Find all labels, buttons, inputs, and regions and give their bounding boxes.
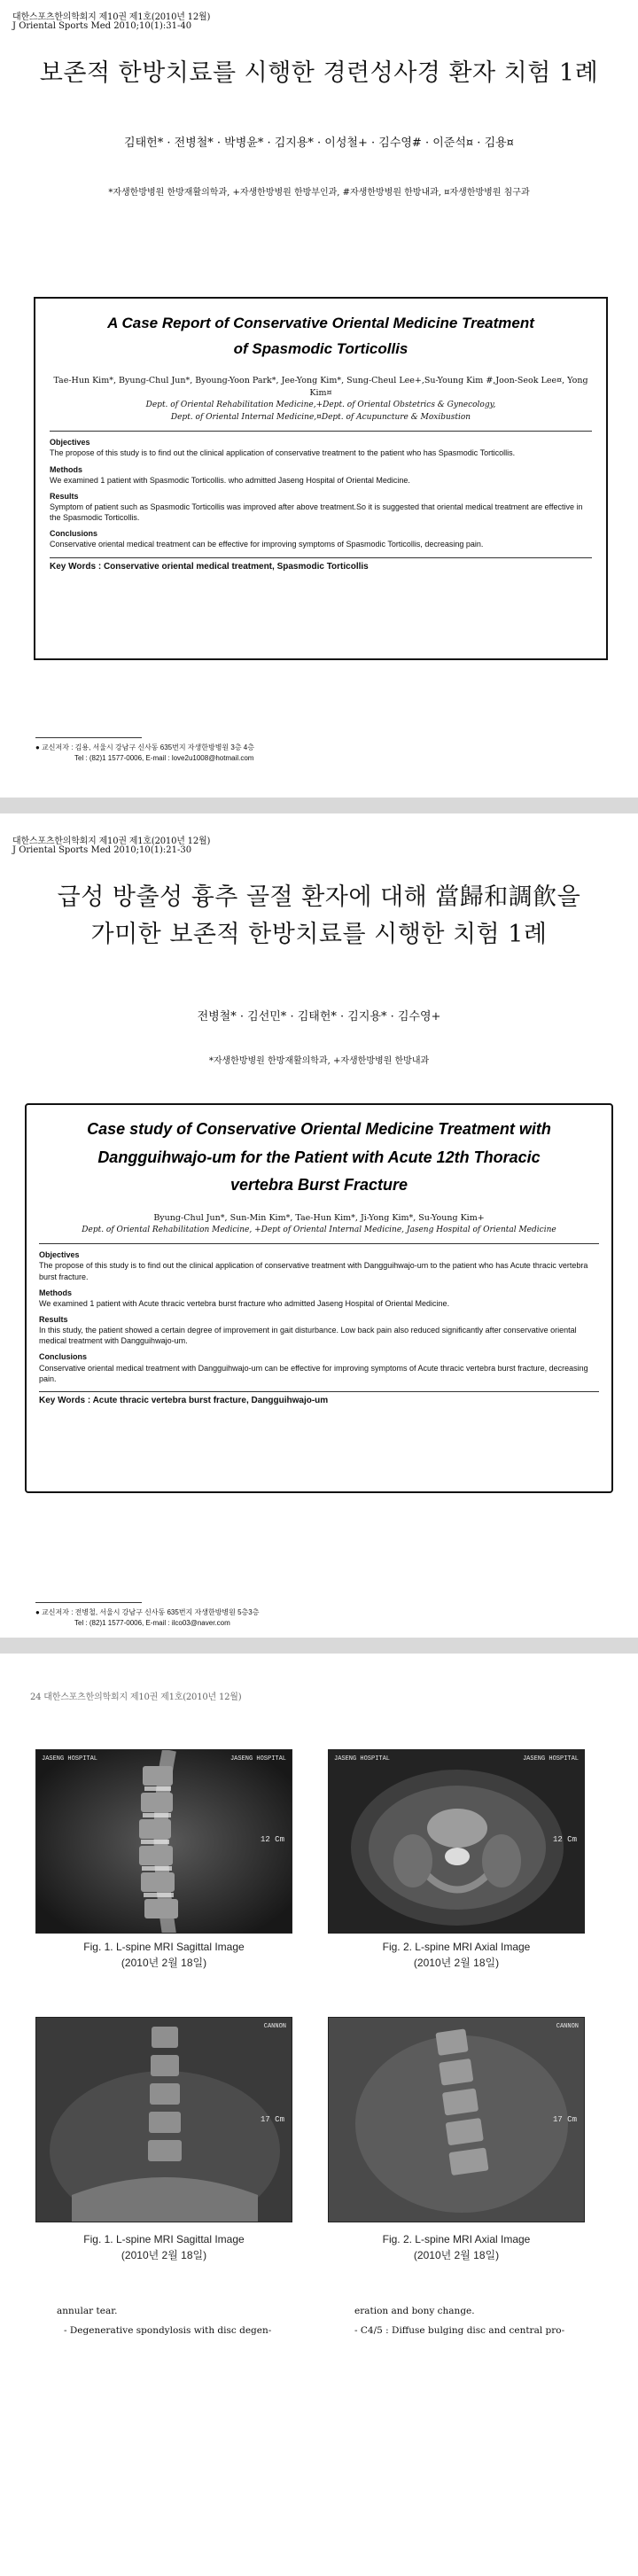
page-2 (0, 813, 638, 1638)
abstract-body (39, 1249, 599, 1384)
spine-xray-lateral-drawing (329, 2018, 585, 2222)
spine-axial-drawing (329, 1750, 585, 1934)
affiliations-ko: *자생한방병원 한방재활의학과, +자생한방병원 한방부인과, #자생한방병원 한방내과, ¤자생한방병원 침구과 (108, 188, 530, 198)
journal-header-en: J Oriental Sports Med 2010;10(1):31-40 (12, 21, 192, 31)
methods-heading: Methods (39, 1288, 72, 1297)
results-heading: Results (39, 1314, 68, 1324)
affiliations-ko: *자생한방병원 한방재활의학과, +자생한방병원 한방내과 (208, 1056, 430, 1066)
footnote: ● 교신저자 : 김용, 서울시 강남구 신사동 635번지 자생한방병원 3층 4층 Tel : (82)1 1577-0006, E-mail : love2u1008@hotmail.com (35, 743, 254, 762)
scale-label: 17 Cm (552, 2115, 577, 2124)
article-title-ko: 보존적 한방치료를 시행한 경련성사경 환자 치험 1례 (39, 59, 599, 87)
authors-ko: 전병철* · 김선민* · 김태헌* · 김지용* · 김수영+ (197, 1010, 441, 1023)
keywords: Key Words : Conservative oriental medical treatment, Spasmodic Torticollis (50, 561, 369, 572)
objectives-text: The propose of this study is to find out the clinical application of conservative treatment with Dangguihwajo-um to the patient who has Acute thracic vertebra burst fracture. (39, 1261, 588, 1281)
page-3 (0, 1654, 638, 2576)
abstract-dept: Dept. of Oriental Rehabilitation Medicine,+Dept. of Oriental Obstetrics & Gynecology, Dept. of Oriental Internal Medicine,¤Dept. of Acupuncture & Moxibustion (145, 401, 496, 422)
results-text: Symptom of patient such as Spasmodic Torticollis was improved after above treatment.So it is suggested that oriental medical treatment are effective in the Spasmodic Torticollis. (50, 502, 583, 523)
footnote: ● 교신저자 : 전병철, 서울시 강남구 신사동 635번지 자생한방병원 5층3층 Tel : (82)1 1577-0006, E-mail : ilco03@naver.com (35, 1608, 260, 1627)
xray-image-2: CANNON 17 Cm (328, 2017, 585, 2222)
abstract-dept: Dept. of Oriental Rehabilitation Medicine, +Dept of Oriental Internal Medicine, Jaseng Hospital of Oriental Medicine (82, 1225, 556, 1234)
abstract-title: Case study of Conservative Oriental Medicine Treatment with Dangguihwajo-um for the Patient with Acute 12th Thoracic vertebra Burst Fracture (87, 1120, 551, 1194)
figure-caption: Fig. 2. L-spine MRI Axial Image (2010년 2월 18일) (382, 1941, 531, 1969)
xray-image-1: CANNON 17 Cm (35, 2017, 292, 2222)
results-text: In this study, the patient showed a certain degree of improvement in gait disturbance. Low back pain also reduced significantly after conservative oriental medical treatment with Dangguihwajo-um. (39, 1326, 577, 1346)
authors-ko: 김태헌* · 전병철* · 박병윤* · 김지용* · 이성철+ · 김수영# · 이준석¤ · 김용¤ (124, 136, 514, 150)
body-text-left: annular tear. - Degenerative spondylosis with disc degen- (57, 2306, 272, 2336)
methods-heading: Methods (50, 464, 82, 474)
page-1 (0, 0, 638, 798)
journal-header-ko: 대한스포츠한의학회지 제10권 제1호(2010년 12월) (12, 12, 211, 22)
conclusions-heading: Conclusions (50, 529, 98, 539)
page-header: 24 대한스포츠한의학회지 제10권 제1호(2010년 12월) (30, 1693, 242, 1702)
body-text-right: eration and bony change. - C4/5 : Diffuse bulging disc and central pro- (354, 2306, 565, 2336)
conclusions-heading: Conclusions (39, 1352, 88, 1362)
objectives-text: The propose of this study is to find out the clinical application of conservative treatment to the patient who has Spasmodic Torticollis. (50, 448, 516, 458)
scale-label: 12 Cm (260, 1835, 284, 1844)
conclusions-text: Conservative oriental medical treatment with Dangguihwajo-um can be effective for improving symptoms of Acute thracic vertebra burst fracture, decreasing pain. (39, 1363, 588, 1383)
spine-xray-drawing (36, 2018, 292, 2222)
results-heading: Results (50, 491, 79, 501)
abstract-box (25, 1103, 613, 1493)
journal-header-ko: 대한스포츠한의학회지 제10권 제1호(2010년 12월) (12, 837, 211, 846)
spine-sagittal-drawing (36, 1750, 292, 1934)
mri-axial-image: JASENG HOSPITAL JASENG HOSPITAL 12 Cm (328, 1749, 585, 1934)
objectives-heading: Objectives (39, 1250, 80, 1260)
abstract-title: A Case Report of Conservative Oriental Medicine Treatment of Spasmodic Torticollis (107, 315, 534, 357)
abstract-body (50, 437, 592, 549)
abstract-authors: Tae-Hun Kim*, Byung-Chul Jun*, Byoung-Yoon Park*, Jee-Yong Kim*, Sung-Cheul Lee+,Su-Young Kim #,Joon-Seok Lee¤, Yong Kim¤ (53, 375, 588, 399)
figure-caption: Fig. 1. L-spine MRI Sagittal Image (2010년 2월 18일) (83, 2233, 245, 2261)
methods-text: We examined 1 patient with Spasmodic Torticollis. who admitted Jaseng Hospital of Oriental Medicine. (50, 475, 410, 485)
conclusions-text: Conservative oriental medical treatment can be effective for improving symptoms of Spasmodic Torticollis, decreasing pain. (50, 540, 484, 549)
figure-caption: Fig. 2. L-spine MRI Axial Image (2010년 2월 18일) (382, 2233, 531, 2261)
methods-text: We examined 1 patient with Acute thracic vertebra burst fracture who admitted Jaseng Hospital of Oriental Medicine. (39, 1298, 450, 1308)
mri-sagittal-image: JASENG HOSPITAL JASENG HOSPITAL 12 Cm (35, 1749, 292, 1934)
keywords: Key Words : Acute thracic vertebra burst fracture, Dangguihwajo-um (39, 1395, 329, 1405)
abstract-authors: Byung-Chul Jun*, Sun-Min Kim*, Tae-Hun Kim*, Ji-Yong Kim*, Su-Young Kim+ (153, 1212, 485, 1223)
figure-caption: Fig. 1. L-spine MRI Sagittal Image (2010년 2월 18일) (83, 1941, 245, 1969)
scale-label: 12 Cm (552, 1835, 577, 1844)
objectives-heading: Objectives (50, 438, 90, 447)
journal-header-en: J Oriental Sports Med 2010;10(1):21-30 (12, 845, 192, 855)
scale-label: 17 Cm (260, 2115, 284, 2124)
abstract-box (34, 297, 608, 660)
article-title-ko: 급성 방출성 흉추 골절 환자에 대해 當歸和調飮을 가미한 보존적 한방치료를 시행한 치험 1례 (57, 883, 581, 948)
